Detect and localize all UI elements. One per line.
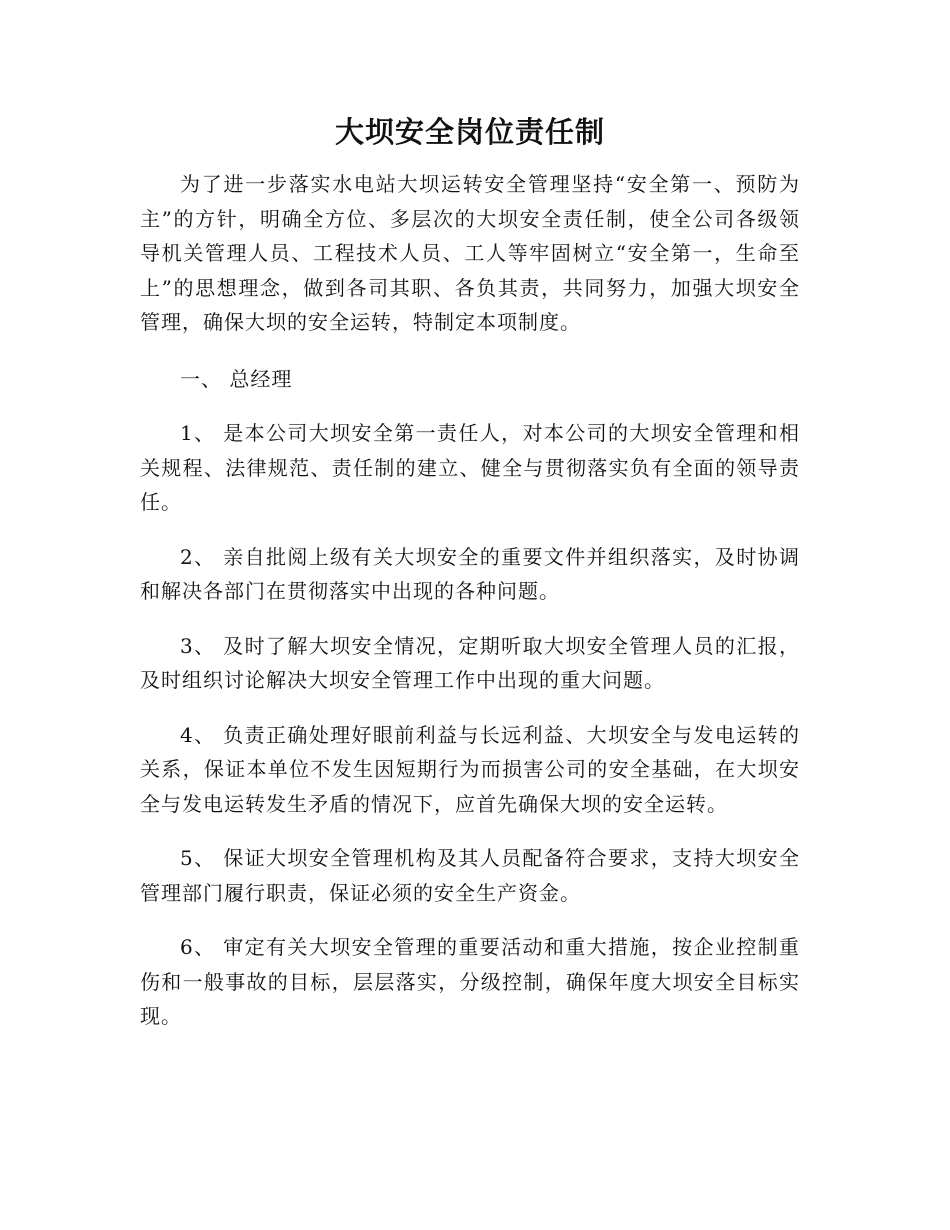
document-title: 大坝安全岗位责任制 (334, 115, 605, 149)
duty-item-5: 5、 保证大坝安全管理机构及其人员配备符合要求，支持大坝安全管理部门履行职责，保证必须的安全生产资金。 (140, 846, 800, 905)
document-body (140, 110, 800, 1034)
duty-item-1: 1、 是本公司大坝安全第一责任人，对本公司的大坝安全管理和相关规程、法律规范、责任制的建立、健全与贯彻落实负有全面的领导责任。 (140, 421, 800, 514)
section-heading: 一、 总经理 (180, 366, 293, 391)
intro-paragraph: 为了进一步落实水电站大坝运转安全管理坚持“安全第一、预防为主”的方针，明确全方位、多层次的大坝安全责任制，使全公司各级领导机关管理人员、工程技术人员、工人等牢固树立“安全第一，生命至上”的思想理念，做到各司其职、各负其责，共同努力，加强大坝安全管理，确保大坝的安全运转，特制定本项制度。 (140, 172, 800, 334)
duty-item-4: 4、 负责正确处理好眼前利益与长远利益、大坝安全与发电运转的关系，保证本单位不发生因短期行为而损害公司的安全基础，在大坝安全与发电运转发生矛盾的情况下，应首先确保大坝的安全运转。 (140, 722, 800, 816)
duty-item-3: 3、 及时了解大坝安全情况，定期听取大坝安全管理人员的汇报，及时组织讨论解决大坝安全管理工作中出现的重大问题。 (140, 633, 800, 692)
duty-item-6: 6、 审定有关大坝安全管理的重要活动和重大措施，按企业控制重伤和一般事故的目标，层层落实，分级控制，确保年度大坝安全目标实现。 (140, 935, 800, 1028)
duty-item-2: 2、 亲自批阅上级有关大坝安全的重要文件并组织落实，及时协调和解决各部门在贯彻落实中出现的各种问题。 (140, 544, 800, 603)
